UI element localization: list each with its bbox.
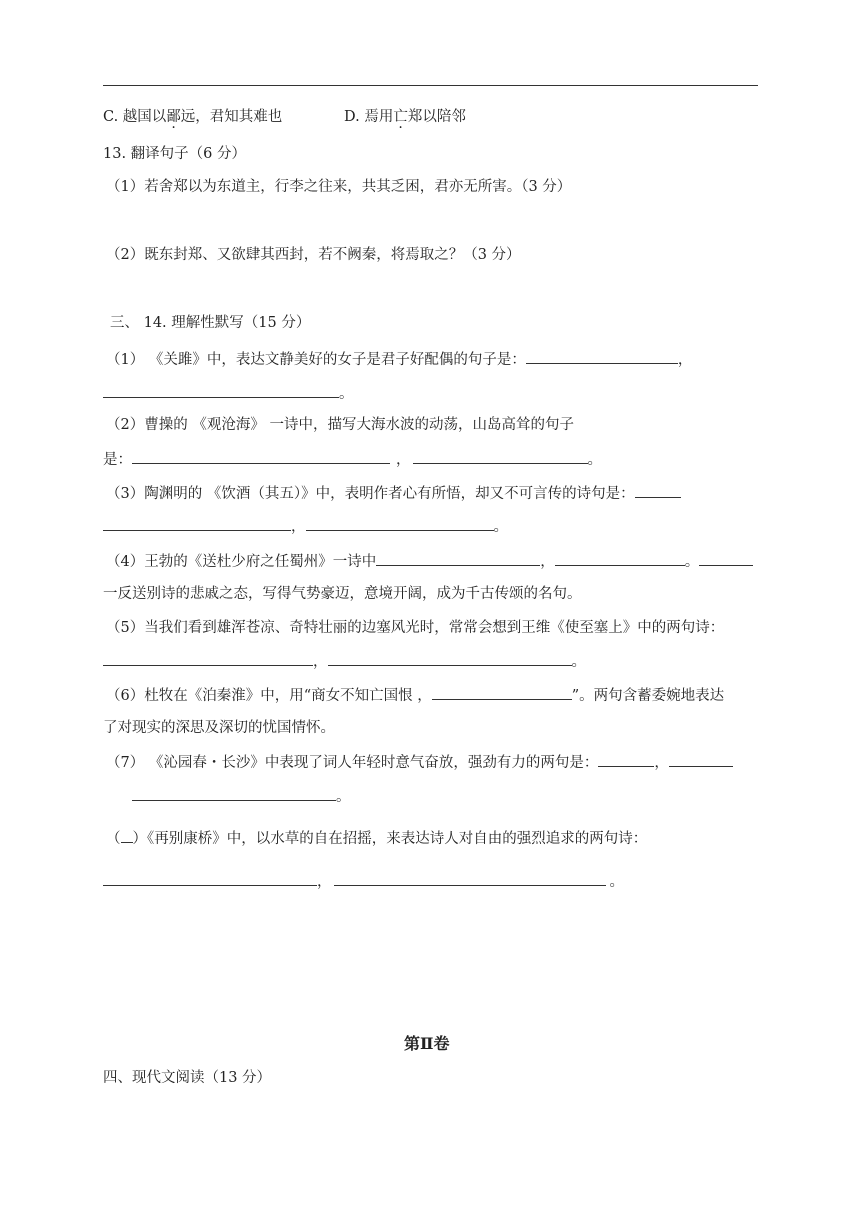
comma: ， bbox=[291, 519, 306, 535]
period: 。 bbox=[587, 452, 602, 468]
answer-blank[interactable] bbox=[103, 871, 317, 886]
answer-blank[interactable] bbox=[376, 551, 540, 566]
comma: ， bbox=[313, 654, 328, 670]
comma: ， bbox=[317, 874, 332, 890]
item-1 bbox=[106, 349, 692, 370]
answer-blank[interactable] bbox=[103, 516, 291, 531]
item-4-text: （4）王勃的《送杜少府之任蜀州》一诗中 bbox=[106, 554, 377, 570]
option-d-emphasis: 亡 bbox=[393, 109, 408, 125]
item-7-text: （7） 《沁园春・长沙》中表现了词人年轻时意气奋放，强劲有力的两句是： bbox=[106, 755, 599, 771]
item-7-line2 bbox=[132, 786, 351, 807]
period: 。 bbox=[684, 554, 700, 570]
answer-blank[interactable] bbox=[699, 551, 753, 566]
item-3 bbox=[106, 483, 681, 504]
answer-blank[interactable] bbox=[103, 651, 313, 666]
item-6-line2: 了对现实的深思及深切的忧国情怀。 bbox=[103, 720, 335, 736]
answer-blank[interactable] bbox=[555, 551, 685, 566]
period: 。 bbox=[571, 654, 586, 670]
part2-title: 第Ⅱ卷 bbox=[404, 1034, 450, 1053]
comma: ， bbox=[396, 452, 411, 468]
q13-title: 13. 翻译句子（6 分） bbox=[103, 146, 247, 162]
answer-blank[interactable] bbox=[598, 752, 654, 767]
paren-open: （ bbox=[106, 831, 121, 847]
answer-blank[interactable] bbox=[132, 786, 336, 801]
option-c bbox=[103, 107, 282, 127]
item-4 bbox=[106, 551, 753, 572]
answer-blank[interactable] bbox=[526, 349, 678, 364]
item-5: （5）当我们看到雄浑苍凉、奇特壮丽的边塞风光时，常常会想到王维《使至塞上》中的两句诗： bbox=[106, 620, 725, 636]
answer-blank[interactable] bbox=[328, 651, 572, 666]
option-d-text: D. 焉用 bbox=[344, 109, 394, 125]
comma: ， bbox=[677, 352, 693, 368]
item-2: （2）曹操的 《观沧海》 一诗中，描写大海水波的动荡，山岛高耸的句子 bbox=[106, 417, 574, 433]
option-c-text: C. 越国以 bbox=[103, 109, 167, 125]
comma: ， bbox=[540, 554, 555, 570]
period: 。 bbox=[609, 874, 624, 890]
item-8 bbox=[106, 828, 647, 849]
period: 。 bbox=[493, 519, 508, 535]
answer-blank[interactable] bbox=[103, 383, 339, 398]
answer-blank[interactable] bbox=[334, 871, 606, 886]
item-1-line2 bbox=[103, 383, 354, 404]
period: 。 bbox=[339, 386, 354, 402]
item-6-text: （6）杜牧在《泊秦淮》中，用“商女不知亡国恨 ， bbox=[106, 688, 432, 704]
answer-blank[interactable] bbox=[306, 516, 494, 531]
number-blank[interactable] bbox=[121, 828, 133, 843]
item-2-line2 bbox=[103, 449, 602, 470]
item-5-line2 bbox=[103, 651, 586, 672]
answer-blank[interactable] bbox=[413, 449, 588, 464]
option-d-text-end: 郑以陪邻 bbox=[407, 109, 466, 125]
section4-title: 四、现代文阅读（13 分） bbox=[103, 1070, 272, 1086]
item-1-text: （1） 《关雎》中，表达文静美好的女子是君子好配偶的句子是： bbox=[106, 352, 526, 368]
q13-sentence-1: （1）若舍郑以为东道主，行李之往来，共其乏困，君亦无所害。（3 分） bbox=[106, 179, 572, 195]
option-d bbox=[344, 107, 466, 127]
item-6 bbox=[106, 685, 724, 706]
comma: ， bbox=[654, 755, 669, 771]
answer-blank[interactable] bbox=[132, 449, 390, 464]
item-4-line2: 一反送别诗的悲戚之态，写得气势豪迈，意境开阔，成为千古传颂的名句。 bbox=[103, 586, 582, 602]
item-8-text: ）《再别康桥》中，以水草的自在招摇，来表达诗人对自由的强烈追求的两句诗： bbox=[132, 831, 648, 847]
answer-blank[interactable] bbox=[432, 685, 572, 700]
answer-blank[interactable] bbox=[669, 752, 733, 767]
item-3-line2 bbox=[103, 516, 508, 537]
option-c-text-end: 远，君知其难也 bbox=[180, 109, 283, 125]
q13-sentence-2: （2）既东封郑、又欲肆其西封，若不阙秦，将焉取之？（3 分） bbox=[106, 247, 521, 263]
section3-title: 三、 14. 理解性默写（15 分） bbox=[110, 315, 311, 331]
answer-blank[interactable] bbox=[635, 483, 681, 498]
item-3-text: （3）陶渊明的 《饮酒（其五）》中，表明作者心有所悟，却又不可言传的诗句是： bbox=[106, 486, 635, 502]
header-rule bbox=[103, 85, 758, 86]
item-8-line2 bbox=[103, 871, 624, 892]
period: 。 bbox=[336, 789, 351, 805]
item-2-prefix: 是： bbox=[103, 452, 132, 468]
item-6-text-end: ”。两句含蓄委婉地表达 bbox=[571, 688, 725, 704]
item-7 bbox=[106, 752, 733, 773]
option-c-emphasis: 鄙 bbox=[166, 109, 181, 125]
